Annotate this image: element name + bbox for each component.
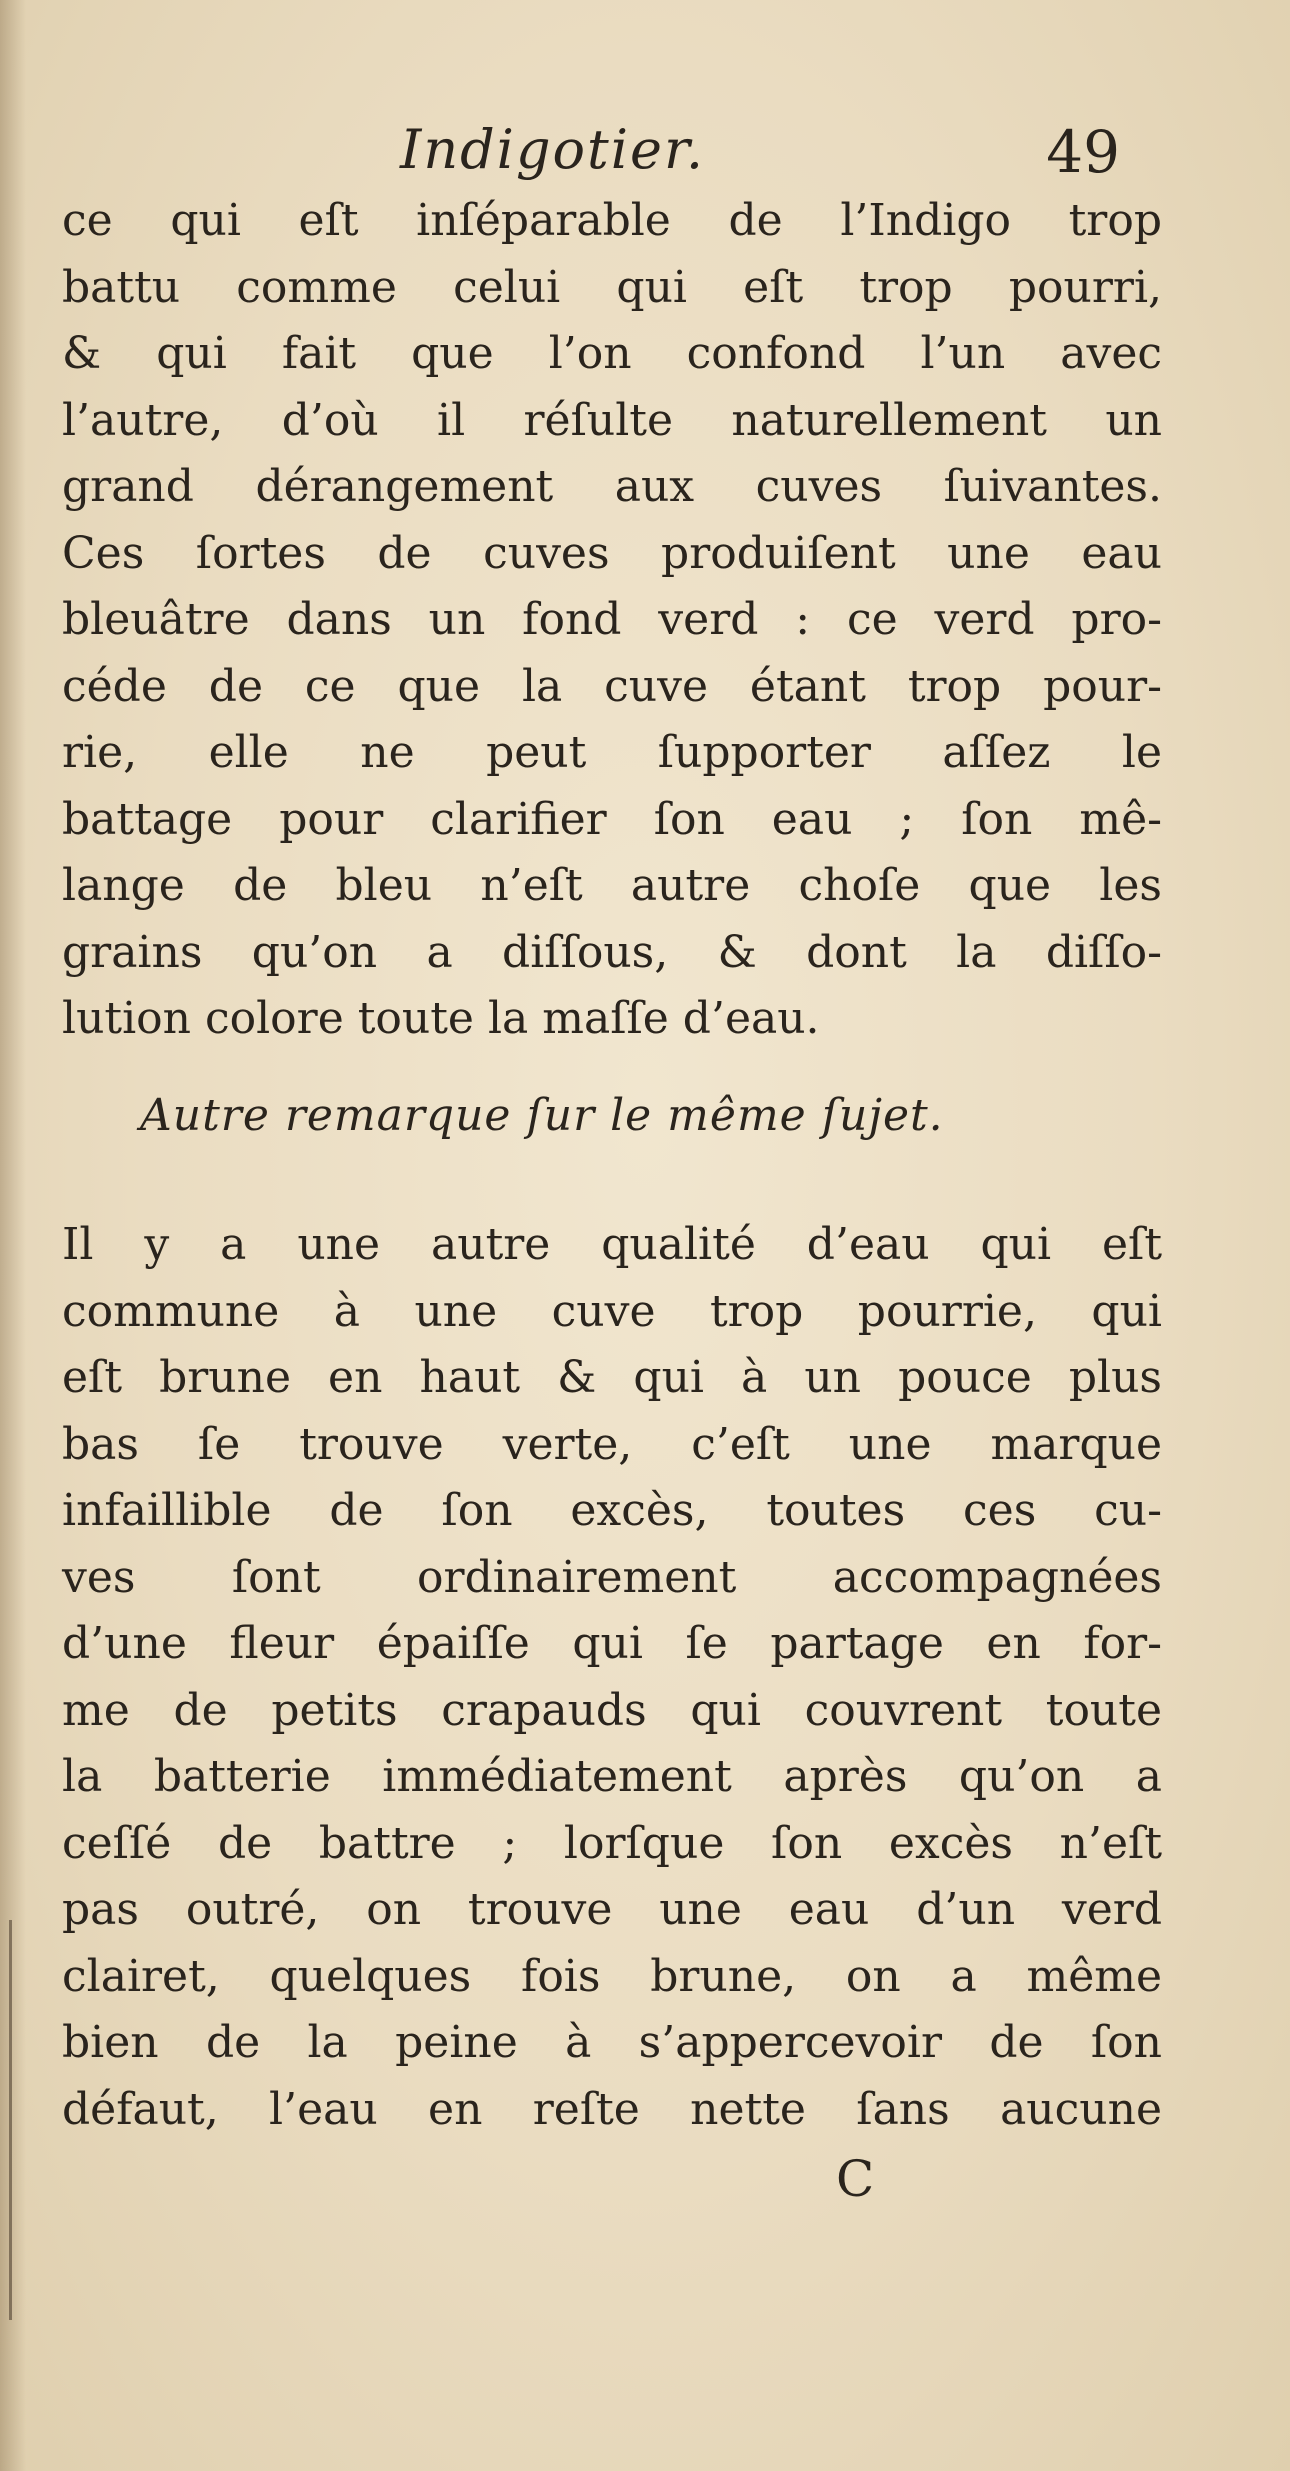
signature-mark: C bbox=[836, 2150, 875, 2208]
text-line: céde de ce que la cuve étant trop pour- bbox=[62, 660, 1162, 712]
text-line: battu comme celui qui eſt trop pourri, bbox=[62, 261, 1162, 313]
text-line: & qui fait que l’on confond l’un avec bbox=[62, 328, 1162, 379]
text-line: clairet, quelques fois brune, on a même bbox=[62, 1950, 1162, 2002]
text-line: pas outré, on trouve une eau d’un verd bbox=[62, 1884, 1162, 1935]
section-heading: Autre remarque ſur le même ſujet. bbox=[140, 1090, 944, 1141]
text-line: grains qu’on a diſſous, & dont la diſſo- bbox=[62, 926, 1162, 978]
text-line: ves ſont ordinairement accompagnées bbox=[62, 1551, 1162, 1603]
text-line: ce qui eſt inſéparable de l’Indigo trop bbox=[62, 195, 1162, 246]
text-line: défaut, l’eau en reſte nette ſans aucune bbox=[62, 2083, 1162, 2135]
page-edge-mark bbox=[9, 1920, 12, 2320]
text-line: commune à une cuve trop pourrie, qui bbox=[62, 1285, 1162, 1337]
text-line: lange de bleu n’eſt autre choſe que les bbox=[62, 860, 1162, 911]
page-header bbox=[400, 118, 1120, 188]
text-line: rie, elle ne peut ſupporter aſſez le bbox=[62, 727, 1162, 778]
text-line: bas ſe trouve verte, c’eſt une marque bbox=[62, 1418, 1162, 1470]
paragraph-2 bbox=[62, 1212, 1162, 2143]
text-line: Ces ſortes de cuves produiſent une eau bbox=[62, 527, 1162, 579]
text-line: infaillible de ſon excès, toutes ces cu- bbox=[62, 1485, 1162, 1536]
text-line: Il y a une autre qualité d’eau qui eſt bbox=[62, 1219, 1162, 1270]
text-line: ceſſé de battre ; lorſque ſon excès n’eſt bbox=[62, 1817, 1162, 1869]
text-line: eſt brune en haut & qui à un pouce plus bbox=[62, 1352, 1162, 1403]
text-line: la batterie immédiatement après qu’on a bbox=[62, 1751, 1162, 1802]
gutter-shadow bbox=[0, 0, 26, 2471]
text-line: bien de la peine à s’appercevoir de ſon bbox=[62, 2017, 1162, 2068]
paragraph-1 bbox=[62, 188, 1162, 1053]
text-line: lution colore toute la maſſe d’eau. bbox=[62, 993, 820, 1044]
text-line: me de petits crapauds qui couvrent toute bbox=[62, 1684, 1162, 1736]
page-number: 49 bbox=[1046, 118, 1120, 186]
text-line: grand dérangement aux cuves ſuivantes. bbox=[62, 461, 1162, 512]
text-line: bleuâtre dans un fond verd : ce verd pro- bbox=[62, 594, 1162, 645]
text-line: l’autre, d’où il réſulte naturellement un bbox=[62, 394, 1162, 446]
text-line: battage pour clarifier ſon eau ; ſon mê- bbox=[62, 793, 1162, 845]
text-line: d’une fleur épaiſſe qui ſe partage en for- bbox=[62, 1618, 1162, 1669]
running-title: Indigotier. bbox=[400, 118, 705, 181]
